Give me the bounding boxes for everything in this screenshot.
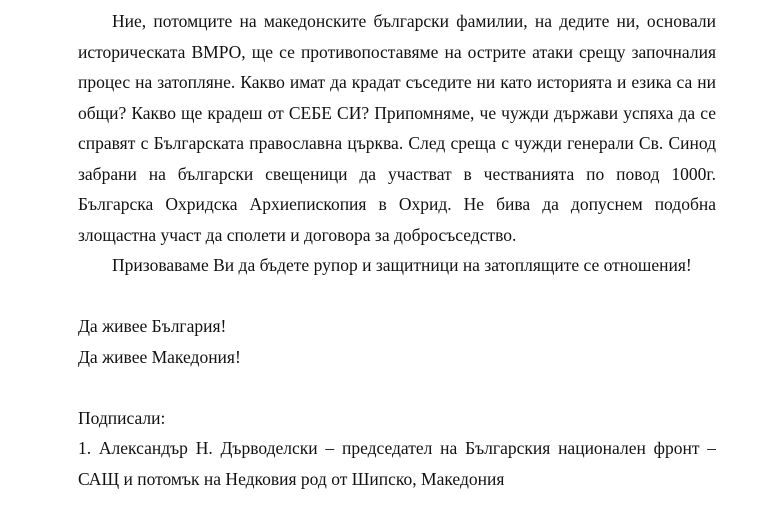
paragraph-appeal-body: Ние, потомците на македонските български фамилии, на дедите ни, основали историческата ВМРО, ще се противопоставяме на острите атаки срещу започналия процес на затопляне. Какво имат да крадат съседите ни като историята и езика са ни общи? Какво ще крадеш от СЕБЕ СИ? Припомняме, че чужди държави успяха да се справят с Българската православна църква. След среща с чужди генерали Св. Синод забрани на български свещеници да участват в честванията по повод 1000г. Българска Охридска Архиепископия в Охрид. Не бива да допуснем подобна злощастна участ да сполети и договора за добросъседство. (78, 11, 716, 245)
slogan-bulgaria: Да живее България! (78, 316, 227, 336)
paragraph-appeal-call: Призоваваме Ви да бъдете рупор и защитници на затоплящите се отношения! (112, 255, 692, 275)
signatures-heading: Подписали: (78, 407, 166, 428)
blank-line-1 (78, 281, 716, 312)
slogan-macedonia: Да живее Македония! (78, 346, 241, 367)
blank-line-2 (78, 372, 716, 403)
signatory-item: 1. Александър Н. Дърводелски – председател на Българския национален фронт – САЩ и потомък на Недковия род от Шипско, Македония (78, 438, 716, 489)
